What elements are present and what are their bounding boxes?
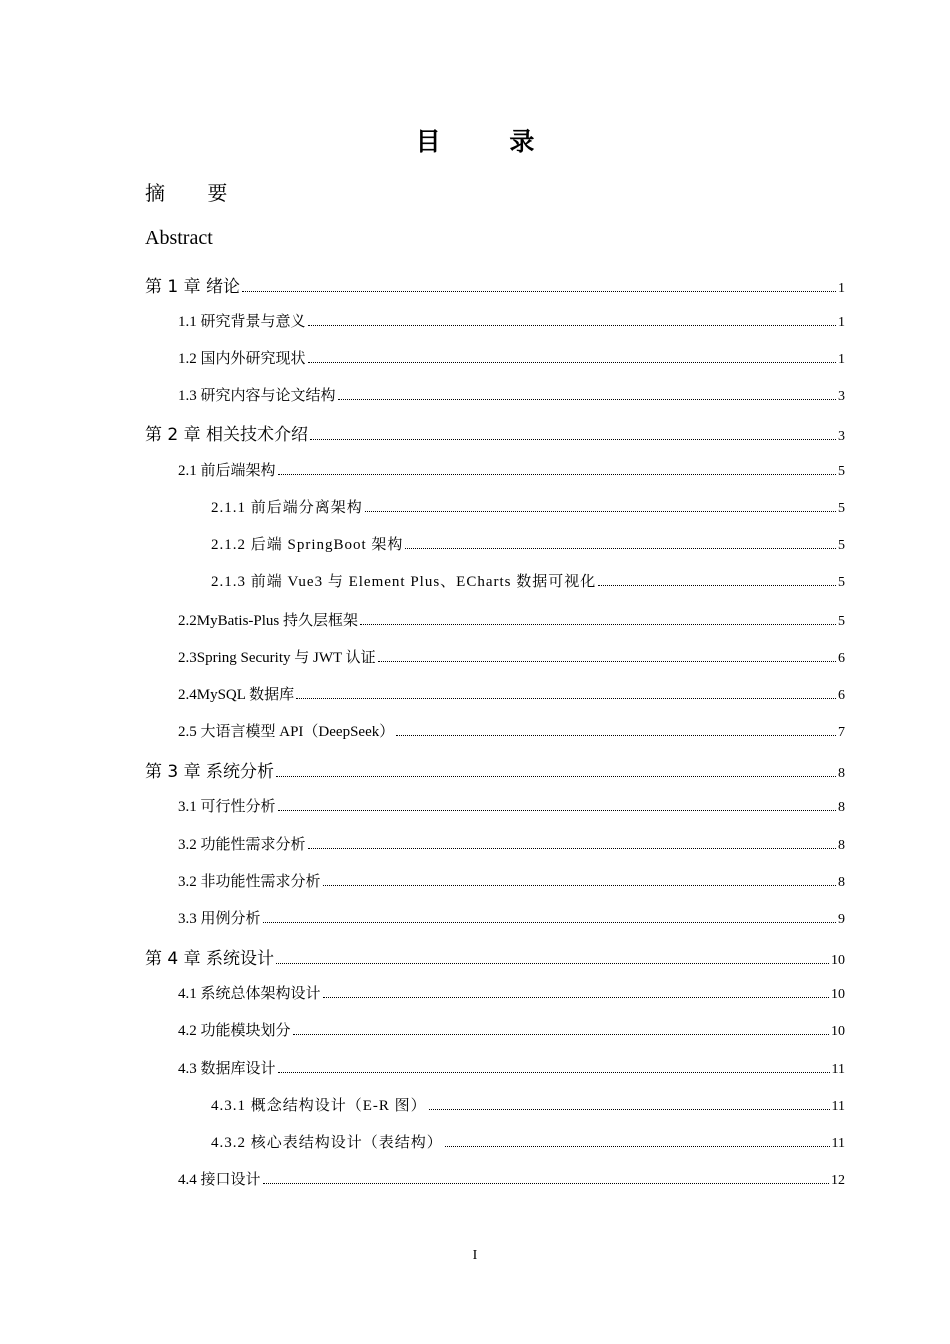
toc-leader xyxy=(429,1108,830,1110)
toc-entry-label: 2.1.1 前后端分离架构 xyxy=(211,500,363,516)
toc-leader xyxy=(278,1071,830,1073)
toc-entry-label: 4.4 接口设计 xyxy=(178,1172,261,1188)
toc-leader xyxy=(323,884,836,886)
toc-entry-label: 2.2MyBatis-Plus 持久层框架 xyxy=(178,613,359,629)
toc-entry-label: 2.3Spring Security 与 JWT 认证 xyxy=(178,650,376,666)
toc-leader xyxy=(276,775,836,777)
toc-entry-label: 4.2 功能模块划分 xyxy=(178,1023,291,1039)
toc-entry-label: 3.3 用例分析 xyxy=(178,911,261,927)
toc-leader xyxy=(378,660,836,662)
toc-leader xyxy=(396,734,836,736)
toc-entry-page: 3 xyxy=(838,429,845,444)
toc-entry[interactable] xyxy=(211,1094,845,1115)
toc-entry[interactable] xyxy=(178,646,845,667)
toc-leader xyxy=(276,962,829,964)
toc-entry[interactable] xyxy=(178,795,845,816)
toc-entry-label: 第 3 章 系统分析 xyxy=(145,762,275,782)
toc-entry-label: 2.1 前后端架构 xyxy=(178,463,276,479)
toc-leader xyxy=(278,473,836,475)
toc-entry[interactable] xyxy=(178,609,845,630)
toc-entry-page: 8 xyxy=(838,766,845,781)
toc-entry-label: 4.1 系统总体架构设计 xyxy=(178,986,321,1002)
toc-entry[interactable] xyxy=(178,459,845,480)
toc-entry[interactable] xyxy=(145,272,845,297)
toc-entry-label: 1.2 国内外研究现状 xyxy=(178,351,306,367)
toc-title: 目 录 xyxy=(415,127,565,156)
toc-entry-page: 8 xyxy=(838,838,845,853)
toc-entry-label: 1.3 研究内容与论文结构 xyxy=(178,388,336,404)
toc-entry-label: 1.1 研究背景与意义 xyxy=(178,314,306,330)
toc-entry[interactable] xyxy=(178,870,845,891)
toc-entry[interactable] xyxy=(178,384,845,405)
toc-leader xyxy=(445,1145,830,1147)
toc-leader xyxy=(310,438,836,440)
toc-leader xyxy=(242,290,836,292)
toc-entry-label: 第 1 章 绪论 xyxy=(145,277,241,297)
toc-leader xyxy=(263,1182,829,1184)
toc-entry[interactable] xyxy=(178,907,845,928)
toc-leader xyxy=(308,847,836,849)
toc-entry-label: 4.3 数据库设计 xyxy=(178,1061,276,1077)
toc-entry-page: 5 xyxy=(838,538,845,553)
toc-entry[interactable] xyxy=(145,420,845,445)
toc-entry-label: 第 4 章 系统设计 xyxy=(145,949,275,969)
toc-leader xyxy=(278,809,836,811)
toc-entry[interactable] xyxy=(178,982,845,1003)
toc-entry-page: 1 xyxy=(838,315,845,330)
toc-entry[interactable] xyxy=(145,757,845,782)
toc-leader xyxy=(365,510,836,512)
toc-entry-page: 11 xyxy=(831,1136,845,1151)
toc-entry-label: 3.1 可行性分析 xyxy=(178,799,276,815)
toc-front-abstract-cn: 摘 要 xyxy=(145,181,246,205)
toc-entry[interactable] xyxy=(178,1168,845,1189)
toc-entry-page: 5 xyxy=(838,575,845,590)
toc-entry-label: 3.2 非功能性需求分析 xyxy=(178,874,321,890)
toc-entry-page: 9 xyxy=(838,912,845,927)
toc-entry[interactable] xyxy=(178,683,845,704)
toc-entry[interactable] xyxy=(178,347,845,368)
toc-entry-page: 8 xyxy=(838,875,845,890)
toc-entry[interactable] xyxy=(178,1057,845,1078)
toc-entry-page: 7 xyxy=(838,725,845,740)
toc-entry-page: 12 xyxy=(831,1173,845,1188)
toc-entry[interactable] xyxy=(178,1019,845,1040)
toc-entry[interactable] xyxy=(178,720,845,741)
page-number: I xyxy=(472,1248,478,1263)
toc-entry-page: 5 xyxy=(838,501,845,516)
toc-leader xyxy=(293,1033,829,1035)
toc-leader xyxy=(598,584,836,586)
toc-entry-page: 5 xyxy=(838,464,845,479)
toc-entry-page: 10 xyxy=(831,953,845,968)
toc-entry-page: 6 xyxy=(838,651,845,666)
toc-entry[interactable] xyxy=(178,310,845,331)
toc-leader xyxy=(308,361,836,363)
toc-entry-page: 10 xyxy=(831,987,845,1002)
toc-leader xyxy=(263,921,836,923)
toc-entry-label: 4.3.2 核心表结构设计（表结构） xyxy=(211,1135,443,1151)
toc-entry-page: 10 xyxy=(831,1024,845,1039)
toc-leader xyxy=(296,697,836,699)
toc-entry-page: 1 xyxy=(838,352,845,367)
toc-entry[interactable] xyxy=(211,533,845,554)
toc-entry-page: 11 xyxy=(831,1062,845,1077)
toc-entry-page: 3 xyxy=(838,389,845,404)
toc-entry-page: 1 xyxy=(838,281,845,296)
toc-front-abstract-en: Abstract xyxy=(145,227,213,249)
toc-entry[interactable] xyxy=(211,570,845,591)
toc-entry-label: 2.1.2 后端 SpringBoot 架构 xyxy=(211,537,404,553)
toc-leader xyxy=(360,623,836,625)
toc-entry[interactable] xyxy=(211,496,845,517)
toc-entry[interactable] xyxy=(211,1131,845,1152)
toc-entry-label: 2.4MySQL 数据库 xyxy=(178,687,295,703)
toc-entry[interactable] xyxy=(145,944,845,969)
toc-leader xyxy=(323,996,829,998)
toc-leader xyxy=(308,324,836,326)
toc-leader xyxy=(338,398,836,400)
toc-entry-page: 8 xyxy=(838,800,845,815)
toc-leader xyxy=(405,547,836,549)
toc-entry[interactable] xyxy=(178,833,845,854)
toc-entry-page: 6 xyxy=(838,688,845,703)
toc-entry-label: 2.1.3 前端 Vue3 与 Element Plus、ECharts 数据可视化 xyxy=(211,574,597,590)
toc-entry-label: 3.2 功能性需求分析 xyxy=(178,837,306,853)
toc-entry-page: 5 xyxy=(838,614,845,629)
toc-entry-label: 4.3.1 概念结构设计（E-R 图） xyxy=(211,1098,427,1114)
toc-entry-page: 11 xyxy=(831,1099,845,1114)
toc-entry-label: 2.5 大语言模型 API（DeepSeek） xyxy=(178,724,395,740)
toc-entry-label: 第 2 章 相关技术介绍 xyxy=(145,425,309,445)
